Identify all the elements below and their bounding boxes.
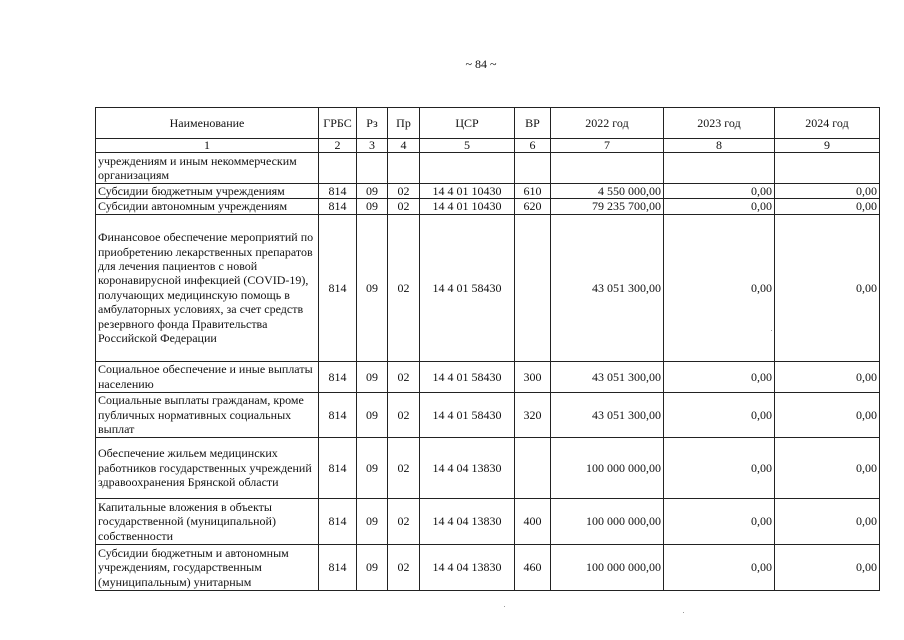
row-2024: 0,00 — [775, 437, 880, 498]
scan-speck — [683, 612, 684, 613]
column-number: 5 — [420, 139, 515, 153]
row-2022: 43 051 300,00 — [551, 361, 664, 392]
column-number: 9 — [775, 139, 880, 153]
header-2024: 2024 год — [775, 108, 880, 139]
row-name: Субсидии бюджетным и автономным учреждениям, государственным (муниципальным) унитарным — [96, 544, 319, 590]
row-rz: 09 — [357, 437, 388, 498]
header-rz: Рз — [357, 108, 388, 139]
column-number: 6 — [515, 139, 551, 153]
row-rz: 09 — [357, 498, 388, 544]
row-rz: 09 — [357, 544, 388, 590]
row-rz — [357, 153, 388, 184]
header-vr: ВР — [515, 108, 551, 139]
row-vr: 400 — [515, 498, 551, 544]
row-grbs — [319, 153, 357, 184]
row-csr: 14 4 01 10430 — [420, 199, 515, 214]
table-row — [96, 153, 880, 184]
row-name: Капитальные вложения в объекты государственной (муниципальной) собственности — [96, 498, 319, 544]
row-2023: 0,00 — [664, 214, 775, 361]
row-vr: 300 — [515, 361, 551, 392]
header-2023: 2023 год — [664, 108, 775, 139]
row-2024 — [775, 153, 880, 184]
table-row — [96, 361, 880, 392]
row-name: Обеспечение жильем медицинских работников государственных учреждений здравоохранения Брянской области — [96, 437, 319, 498]
row-rz: 09 — [357, 392, 388, 437]
table-row — [96, 392, 880, 437]
header-csr: ЦСР — [420, 108, 515, 139]
table-row — [96, 214, 880, 361]
row-csr — [420, 153, 515, 184]
row-rz: 09 — [357, 214, 388, 361]
row-vr: 460 — [515, 544, 551, 590]
row-vr: 620 — [515, 199, 551, 214]
row-2022: 43 051 300,00 — [551, 214, 664, 361]
row-grbs: 814 — [319, 392, 357, 437]
row-2024: 0,00 — [775, 214, 880, 361]
row-csr: 14 4 01 10430 — [420, 184, 515, 199]
row-2022 — [551, 153, 664, 184]
budget-table — [95, 107, 880, 591]
row-csr: 14 4 01 58430 — [420, 392, 515, 437]
row-vr — [515, 437, 551, 498]
row-2024: 0,00 — [775, 199, 880, 214]
row-grbs: 814 — [319, 498, 357, 544]
row-pr — [388, 153, 420, 184]
row-csr: 14 4 01 58430 — [420, 214, 515, 361]
row-grbs: 814 — [319, 361, 357, 392]
table-row — [96, 437, 880, 498]
row-vr — [515, 214, 551, 361]
column-number: 3 — [357, 139, 388, 153]
row-2022: 100 000 000,00 — [551, 437, 664, 498]
row-2023: 0,00 — [664, 392, 775, 437]
table-row — [96, 498, 880, 544]
row-2022: 43 051 300,00 — [551, 392, 664, 437]
row-pr: 02 — [388, 437, 420, 498]
row-2022: 100 000 000,00 — [551, 544, 664, 590]
row-pr: 02 — [388, 199, 420, 214]
row-2023 — [664, 153, 775, 184]
row-name: Социальные выплаты гражданам, кроме публичных нормативных социальных выплат — [96, 392, 319, 437]
row-2023: 0,00 — [664, 544, 775, 590]
row-2023: 0,00 — [664, 361, 775, 392]
row-csr: 14 4 01 58430 — [420, 361, 515, 392]
row-pr: 02 — [388, 392, 420, 437]
column-number: 1 — [96, 139, 319, 153]
row-2024: 0,00 — [775, 498, 880, 544]
row-2022: 79 235 700,00 — [551, 199, 664, 214]
row-2023: 0,00 — [664, 184, 775, 199]
row-2024: 0,00 — [775, 184, 880, 199]
row-grbs: 814 — [319, 544, 357, 590]
page-number: ~ 84 ~ — [465, 57, 497, 71]
column-number: 7 — [551, 139, 664, 153]
row-2024: 0,00 — [775, 392, 880, 437]
row-grbs: 814 — [319, 184, 357, 199]
row-pr: 02 — [388, 184, 420, 199]
row-csr: 14 4 04 13830 — [420, 437, 515, 498]
table-row — [96, 199, 880, 214]
row-pr: 02 — [388, 361, 420, 392]
row-name: Субсидии бюджетным учреждениям — [96, 184, 319, 199]
row-rz: 09 — [357, 184, 388, 199]
row-name: Субсидии автономным учреждениям — [96, 199, 319, 214]
row-2022: 100 000 000,00 — [551, 498, 664, 544]
table-row — [96, 544, 880, 590]
header-name: Наименование — [96, 108, 319, 139]
row-name: Социальное обеспечение и иные выплаты населению — [96, 361, 319, 392]
row-2023: 0,00 — [664, 437, 775, 498]
row-2023: 0,00 — [664, 199, 775, 214]
column-number: 4 — [388, 139, 420, 153]
scan-speck — [771, 330, 772, 331]
row-name: Финансовое обеспечение мероприятий по приобретению лекарственных препаратов для лечения пациентов с новой коронавирусной инфекцией (COVID-19), получающих медицинскую помощь в амбулаторных условиях, за счет средств резервного фонда Правительства Российской Федерации — [96, 214, 319, 361]
row-2023: 0,00 — [664, 498, 775, 544]
row-vr: 610 — [515, 184, 551, 199]
header-row — [96, 108, 880, 139]
row-grbs: 814 — [319, 199, 357, 214]
row-rz: 09 — [357, 361, 388, 392]
row-pr: 02 — [388, 214, 420, 361]
row-vr — [515, 153, 551, 184]
column-number-row — [96, 139, 880, 153]
row-csr: 14 4 04 13830 — [420, 498, 515, 544]
row-name: учреждениям и иным некоммерческим организациям — [96, 153, 319, 184]
row-csr: 14 4 04 13830 — [420, 544, 515, 590]
table-row — [96, 184, 880, 199]
scan-speck — [504, 606, 505, 607]
row-2024: 0,00 — [775, 544, 880, 590]
row-2024: 0,00 — [775, 361, 880, 392]
header-grbs: ГРБС — [319, 108, 357, 139]
column-number: 2 — [319, 139, 357, 153]
header-pr: Пр — [388, 108, 420, 139]
row-grbs: 814 — [319, 437, 357, 498]
row-vr: 320 — [515, 392, 551, 437]
column-number: 8 — [664, 139, 775, 153]
row-pr: 02 — [388, 498, 420, 544]
row-grbs: 814 — [319, 214, 357, 361]
row-pr: 02 — [388, 544, 420, 590]
row-2022: 4 550 000,00 — [551, 184, 664, 199]
row-rz: 09 — [357, 199, 388, 214]
header-2022: 2022 год — [551, 108, 664, 139]
